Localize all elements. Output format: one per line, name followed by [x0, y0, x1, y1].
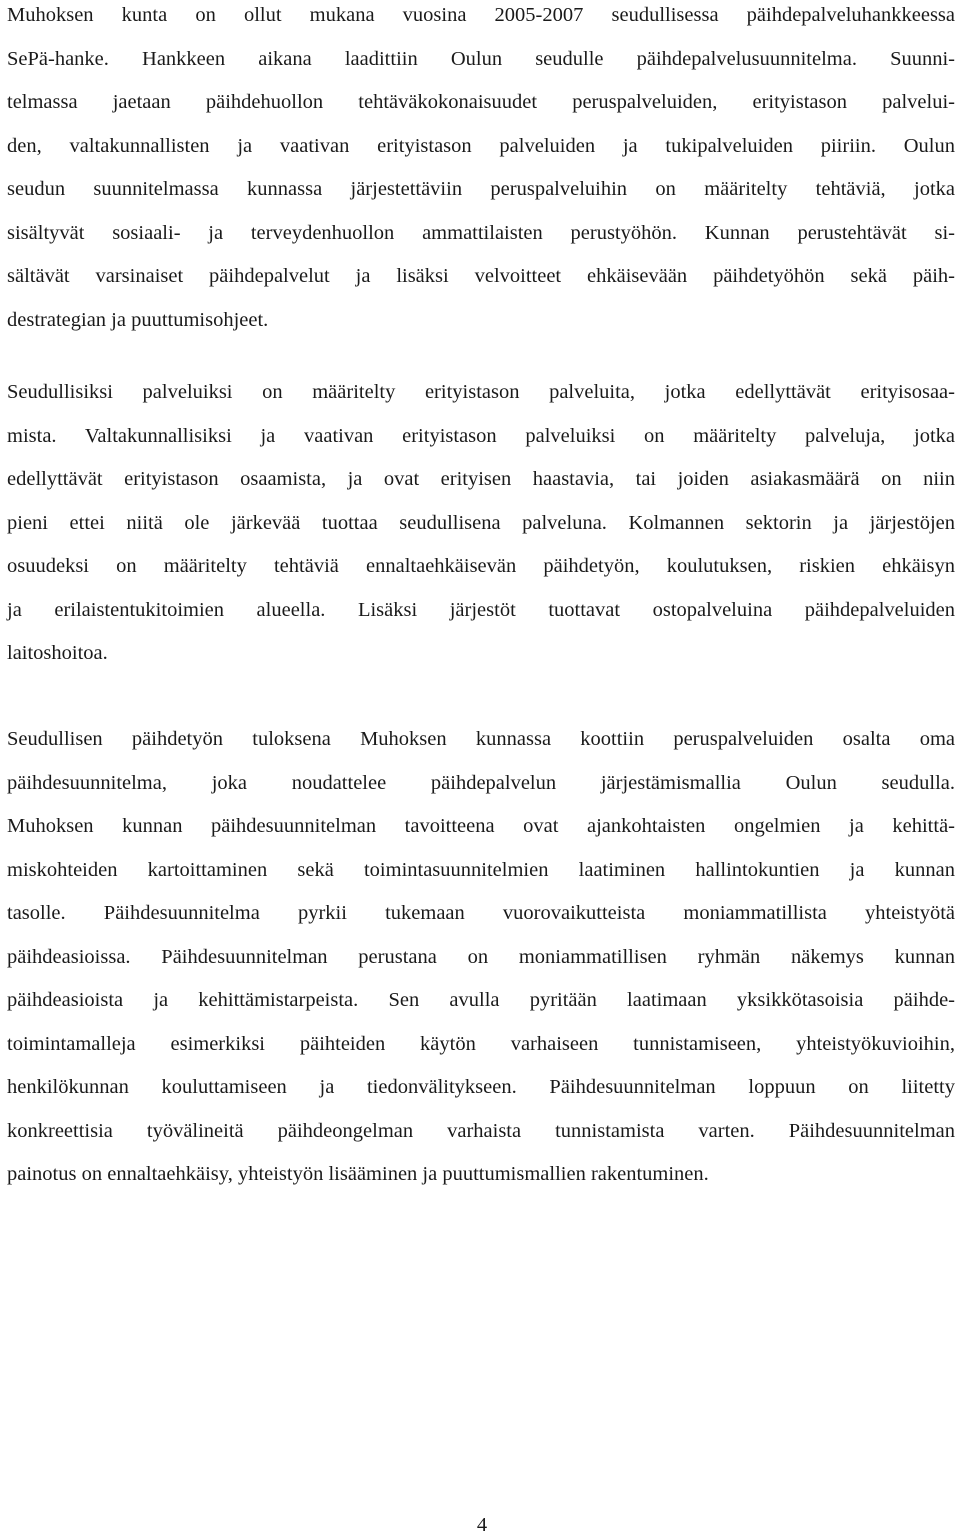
text-line: päihdesuunnitelma, joka noudattelee päihdepalvelun järjestämismallia Oulun seudulla.	[7, 771, 955, 794]
text-line: ja erilaistentukitoimien alueella. Lisäksi järjestöt tuottavat ostopalveluina päihdepalveluiden	[7, 598, 955, 621]
text-line: Seudullisen päihdetyön tuloksena Muhoksen kunnassa koottiin peruspalveluiden osalta oma	[7, 728, 955, 750]
text-line: konkreettisia työvälineitä päihdeongelman varhaista tunnistamista varten. Päihdesuunnitelman	[7, 1119, 955, 1142]
text-line: päihdeasioissa. Päihdesuunnitelman perustana on moniammatillisen ryhmän näkemys kunnan	[7, 945, 955, 968]
text-line: telmassa jaetaan päihdehuollon tehtäväkokonaisuudet peruspalveluiden, erityistason palvelui-	[7, 91, 955, 113]
text-line: SePä-hanke. Hankkeen aikana laadittiin Oulun seudulle päihdepalvelusuunnitelma. Suunni-	[7, 47, 955, 70]
text-line: pieni ettei niitä ole järkevää tuottaa seudullisena palveluna. Kolmannen sektorin ja järjestöjen	[7, 511, 955, 534]
paragraph-sepa-project	[7, 0, 955, 348]
text-line: tasolle. Päihdesuunnitelma pyrkii tukemaan vuorovaikutteista moniammatillista yhteistyötä	[7, 902, 955, 924]
text-line: Muhoksen kunta on ollut mukana vuosina 2005-2007 seudullisessa päihdepalveluhankkeessa	[7, 4, 955, 26]
text-line: den, valtakunnallisten ja vaativan erityistason palveluiden ja tukipalveluiden piiriin. Oulun	[7, 134, 955, 157]
text-line: Muhoksen kunnan päihdesuunnitelman tavoitteena ovat ajankohtaisten ongelmien ja kehittä-	[7, 815, 955, 837]
paragraph-regional-services	[7, 377, 955, 682]
text-line: henkilökunnan kouluttamiseen ja tiedonvälitykseen. Päihdesuunnitelman loppuun on liitetty	[7, 1076, 955, 1098]
text-line: sisältyvät sosiaali- ja terveydenhuollon ammattilaisten perustyöhön. Kunnan perustehtävät si-	[7, 221, 955, 244]
text-line: mista. Valtakunnallisiksi ja vaativan erityistason palveluiksi on määritelty palveluja, jotka	[7, 424, 955, 447]
text-line: laitoshoitoa.	[7, 642, 108, 664]
text-line: sältävät varsinaiset päihdepalvelut ja lisäksi velvoitteet ehkäisevään päihdetyöhön sekä päih-	[7, 265, 955, 287]
text-line: miskohteiden kartoittaminen sekä toimintasuunnitelmien laatiminen hallintokuntien ja kunnan	[7, 858, 955, 881]
page-number: 4	[476, 1514, 488, 1536]
text-line: osuudeksi on määritelty tehtäviä ennaltaehkäisevän päihdetyön, koulutuksen, riskien ehkäisyn	[7, 555, 955, 577]
text-line: destrategian ja puuttumisohjeet.	[7, 308, 269, 331]
text-line: Seudullisiksi palveluiksi on määritelty erityistason palveluita, jotka edellyttävät erityisosaa-	[7, 381, 955, 403]
text-line: päihdeasioista ja kehittämistarpeista. Sen avulla pyritään laatimaan yksikkötasoisia päihde-	[7, 989, 955, 1011]
text-line: edellyttävät erityistason osaamista, ja ovat erityisen haastavia, tai joiden asiakasmäärä on niin	[7, 468, 955, 490]
text-line: painotus on ennaltaehkäisy, yhteistyön lisääminen ja puuttumismallien rakentuminen.	[7, 1163, 709, 1185]
text-line: toimintamalleja esimerkiksi päihteiden käytön varhaiseen tunnistamiseen, yhteistyökuvioihin,	[7, 1032, 955, 1055]
paragraph-muhos-plan	[7, 724, 955, 1203]
text-line: seudun suunnitelmassa kunnassa järjestettäviin peruspalveluihin on määritelty tehtäviä, jotka	[7, 178, 955, 200]
